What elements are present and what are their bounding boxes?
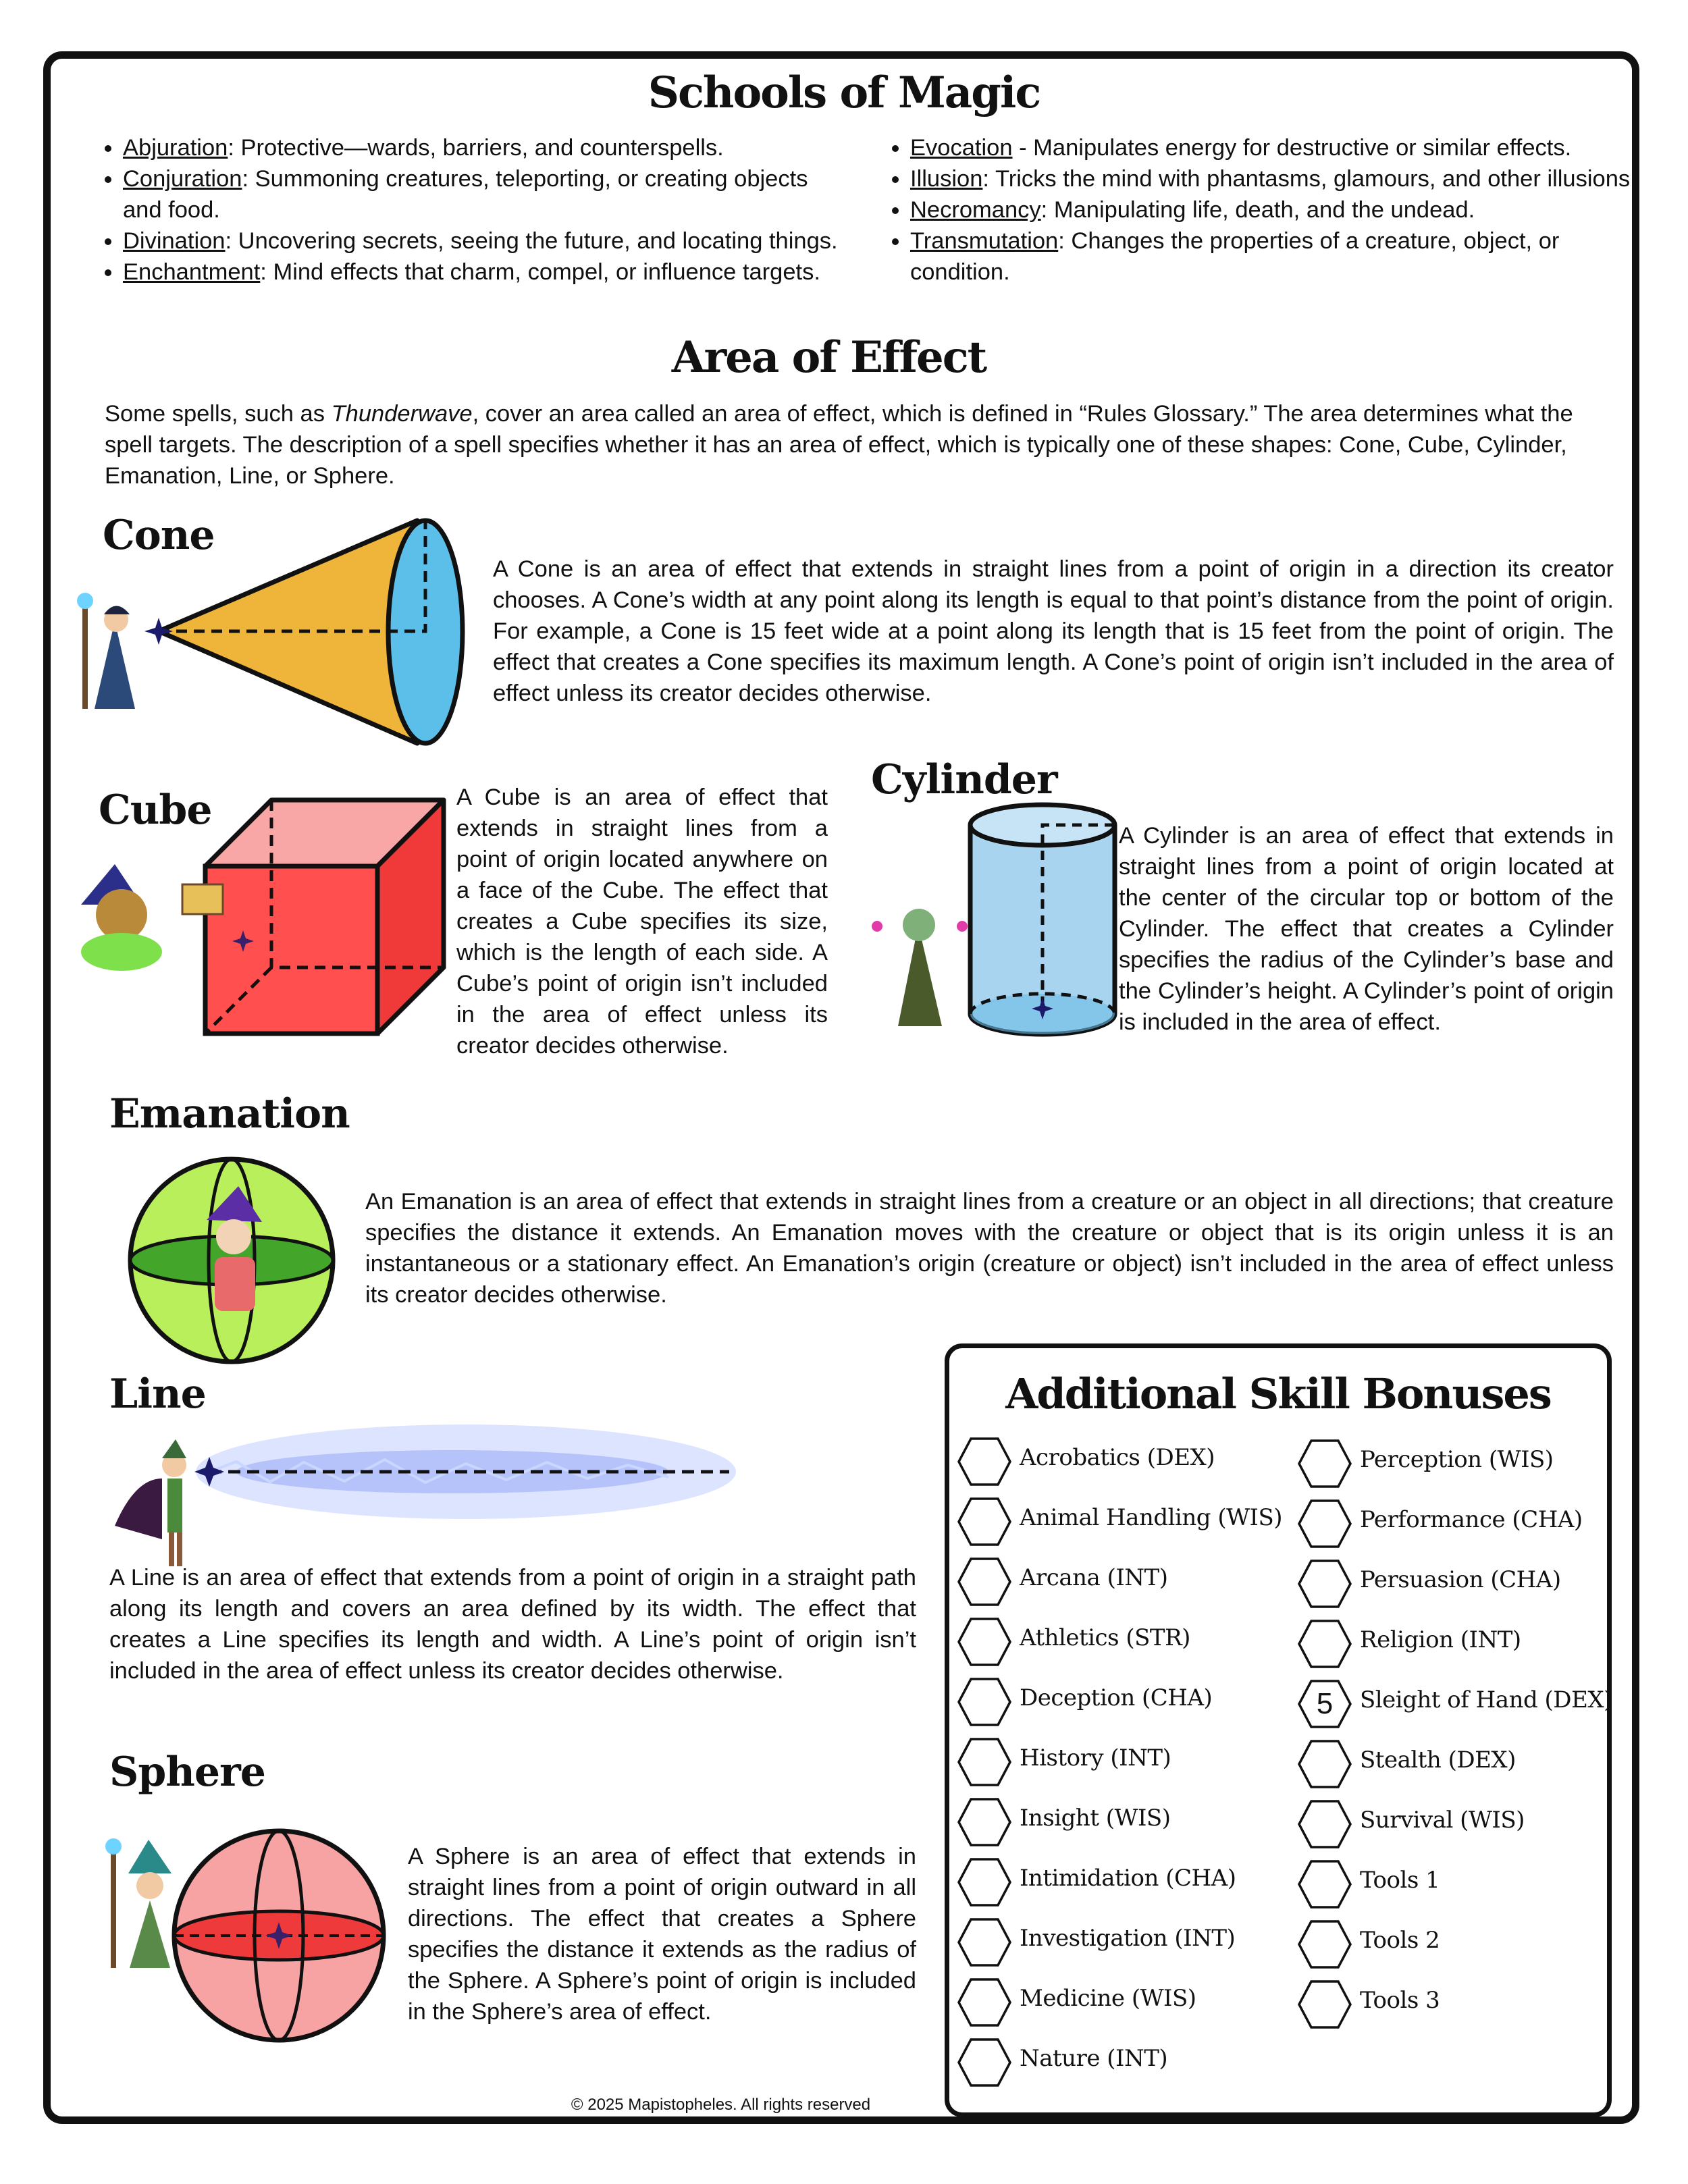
- skill-label: History (INT): [1020, 1744, 1171, 1772]
- skill-value-input[interactable]: [1298, 1497, 1352, 1551]
- skill-value-input[interactable]: [957, 1495, 1011, 1549]
- skill-value-input[interactable]: [1298, 1797, 1352, 1851]
- skill-label: Sleight of Hand (DEX): [1360, 1686, 1612, 1713]
- cylinder-title: Cylinder: [871, 756, 1057, 803]
- school-name: Illusion: [910, 166, 983, 192]
- skill-row: [957, 1735, 1275, 1789]
- sphere-illustration: [169, 1827, 385, 2043]
- cone-text: A Cone is an area of effect that extends in straight lines from a point of origin in a direction its creator chooses. A Cone’s width at any point along its length is equal to that point’s distance from the point of origin. For example, a Cone is 15 feet wide at a point along its length that is 15 feet from the point of origin. The effect that creates a Cone specifies its maximum length. A Cone’s point of origin isn’t included in the area of effect unless its creator decides otherwise.: [493, 556, 1614, 706]
- cone-title: Cone: [103, 512, 215, 559]
- school-item: [910, 132, 1653, 163]
- skill-row: [957, 2035, 1275, 2089]
- skill-value-input[interactable]: [1298, 1857, 1352, 1911]
- wizard-figure-cylinder: [868, 898, 969, 1033]
- schools-list-left: [97, 132, 839, 288]
- school-name: Abjuration: [123, 135, 228, 161]
- skill-value-input[interactable]: [1298, 1917, 1352, 1971]
- skill-row: [1298, 1557, 1615, 1611]
- school-description: : Uncovering secrets, seeing the future, and locating things.: [225, 228, 838, 254]
- sphere-text: A Sphere is an area of effect that extends in straight lines from a point of origin outward in all directions. The effect that creates a Sphere specifies the distance it extends as the radius of the Sphere. A Sphere’s point of origin is included in the Sphere’s area of effect.: [408, 1844, 916, 2025]
- intro-after: , cover an area called an area of effect, which is defined in “Rules Glossary.” The area determines what the spell targets. The description of a spell specifies whether it has an area of effect, which is typically one of these shapes: Cone, Cube, Cylinder, Emanation, Line, or Sphere.: [105, 401, 1573, 489]
- wizard-figure-sphere: [101, 1833, 189, 1981]
- line-title: Line: [109, 1370, 206, 1418]
- cylinder-text: A Cylinder is an area of effect that extends in straight lines from a point of origin located at the center of the circular top or bottom of the Cylinder. The effect that creates a Cylinder specifies the radius of the Cylinder’s base and the Cylinder’s height. A Cylinder’s point of origin is included in the area of effect.: [1119, 823, 1614, 1035]
- skill-row: [1298, 1977, 1615, 2031]
- skill-row: [957, 1855, 1275, 1909]
- skill-label: Insight (WIS): [1020, 1805, 1171, 1832]
- skill-row: [957, 1555, 1275, 1609]
- schools-title: Schools of Magic: [648, 68, 1040, 118]
- skill-value-input[interactable]: [1298, 1617, 1352, 1671]
- school-description: : Changes the properties of a creature, object, or condition.: [910, 228, 1560, 285]
- school-name: Divination: [123, 228, 226, 254]
- sphere-title: Sphere: [109, 1749, 265, 1796]
- skill-row: [1298, 1857, 1615, 1911]
- skill-row: [957, 1975, 1275, 2029]
- intro-spell: Thunderwave: [331, 401, 473, 427]
- school-description: : Mind effects that charm, compel, or influence targets.: [260, 259, 820, 285]
- skill-value-input[interactable]: [1298, 1437, 1352, 1491]
- skill-label: Tools 3: [1360, 1987, 1440, 2014]
- skill-row: [957, 1675, 1275, 1729]
- skill-label: Nature (INT): [1020, 2045, 1168, 2072]
- skill-label: Tools 1: [1360, 1867, 1440, 1894]
- intro-before: Some spells, such as: [105, 401, 332, 427]
- skills-title: Additional Skill Bonuses: [1005, 1369, 1551, 1418]
- skill-value-input[interactable]: [957, 1615, 1011, 1669]
- skill-value-input[interactable]: [957, 1435, 1011, 1489]
- skill-value-input[interactable]: [957, 1555, 1011, 1609]
- school-item: [910, 163, 1653, 194]
- skill-label: Religion (INT): [1360, 1626, 1521, 1653]
- skill-row: [1298, 1677, 1615, 1731]
- school-item: [123, 225, 839, 257]
- school-item: [123, 163, 839, 225]
- emanation-illustration: [127, 1156, 343, 1372]
- skill-label: Performance (CHA): [1360, 1506, 1583, 1533]
- area-intro: [105, 398, 1607, 491]
- skill-value-input[interactable]: [957, 1795, 1011, 1849]
- school-item: [123, 132, 839, 163]
- skill-row: [1298, 1797, 1615, 1851]
- emanation-title: Emanation: [109, 1090, 350, 1138]
- skill-row: [957, 1615, 1275, 1669]
- school-description: : Summoning creatures, teleporting, or creating objects and food.: [123, 166, 808, 223]
- skill-label: Perception (WIS): [1360, 1446, 1554, 1473]
- skill-label: Survival (WIS): [1360, 1807, 1525, 1834]
- school-name: Transmutation: [910, 228, 1059, 254]
- skill-row: [957, 1435, 1275, 1489]
- cylinder-illustration: [967, 803, 1122, 1046]
- school-description: : Tricks the mind with phantasms, glamours, and other illusions.: [982, 166, 1637, 192]
- skill-label: Tools 2: [1360, 1927, 1440, 1954]
- copyright: © 2025 Mapistopheles. All rights reserved: [571, 2096, 871, 2114]
- line-illustration: [196, 1397, 736, 1546]
- skill-label: Acrobatics (DEX): [1020, 1444, 1215, 1471]
- skill-row: [1298, 1917, 1615, 1971]
- skill-label: Deception (CHA): [1020, 1684, 1213, 1711]
- skill-label: Arcana (INT): [1020, 1564, 1168, 1591]
- skill-value-input[interactable]: [1298, 1737, 1352, 1791]
- skill-value-input[interactable]: [957, 1675, 1011, 1729]
- school-name: Evocation: [910, 135, 1013, 161]
- skill-label: Intimidation (CHA): [1020, 1865, 1236, 1892]
- skill-row: [1298, 1617, 1615, 1671]
- school-description: : Manipulating life, death, and the undead.: [1040, 197, 1475, 223]
- school-name: Conjuration: [123, 166, 242, 192]
- skill-row: [1298, 1497, 1615, 1551]
- emanation-text: An Emanation is an area of effect that extends in straight lines from a creature or an object in all directions; that creature specifies the distance it extends. An Emanation moves with the creature or object that is its origin unless it is an instantaneous or a stationary effect. An Emanation’s origin (creature or object) isn’t included in the area of effect unless its creator decides otherwise.: [365, 1189, 1614, 1308]
- skill-label: Animal Handling (WIS): [1020, 1504, 1283, 1531]
- skill-label: Athletics (STR): [1020, 1624, 1190, 1651]
- skill-value-input[interactable]: [957, 1975, 1011, 2029]
- school-item: [123, 257, 839, 288]
- skill-value-input[interactable]: [957, 1915, 1011, 1969]
- schools-list-right: [885, 132, 1653, 288]
- skill-label: Persuasion (CHA): [1360, 1566, 1561, 1593]
- skill-value-input[interactable]: [957, 1855, 1011, 1909]
- school-name: Necromancy: [910, 197, 1041, 223]
- skill-label: Stealth (DEX): [1360, 1747, 1516, 1774]
- skill-row: [957, 1495, 1283, 1549]
- school-item: [910, 225, 1653, 288]
- skill-value-input[interactable]: [1298, 1977, 1352, 2031]
- school-item: [910, 194, 1653, 225]
- skill-value-input[interactable]: [1298, 1557, 1352, 1611]
- cube-title: Cube: [99, 787, 212, 834]
- wizard-figure-line: [108, 1438, 196, 1573]
- cube-illustration: [203, 795, 459, 1052]
- skill-label: Medicine (WIS): [1020, 1985, 1196, 2012]
- skill-value-input[interactable]: [957, 2035, 1011, 2089]
- wizard-figure-cube: [68, 857, 230, 972]
- area-title: Area of Effect: [671, 332, 986, 383]
- wizard-figure-cone: [74, 594, 162, 716]
- skill-row: [957, 1795, 1275, 1849]
- line-text: A Line is an area of effect that extends from a point of origin in a straight path along its length and covers an area defined by its width. The effect that creates a Line specifies its length and width. A Line’s point of origin isn’t included in the area of effect unless its creator decides otherwise.: [109, 1565, 916, 1684]
- school-description: - Manipulates energy for destructive or similar effects.: [1012, 135, 1572, 161]
- skill-row: [1298, 1737, 1615, 1791]
- skill-value-input[interactable]: 5: [1316, 1687, 1334, 1720]
- school-name: Enchantment: [123, 259, 261, 285]
- skill-label: Investigation (INT): [1020, 1925, 1236, 1952]
- cube-text: A Cube is an area of effect that extends in straight lines from a point of origin located anywhere on a face of the Cube. The effect that creates a Cube specifies its size, which is the length of each side. A Cube’s point of origin isn’t included in the area of effect unless its creator decides otherwise.: [456, 784, 828, 1059]
- skill-row: [1298, 1437, 1615, 1491]
- school-description: : Protective—wards, barriers, and counterspells.: [228, 135, 724, 161]
- skill-row: [957, 1915, 1275, 1969]
- skill-value-input[interactable]: [957, 1735, 1011, 1789]
